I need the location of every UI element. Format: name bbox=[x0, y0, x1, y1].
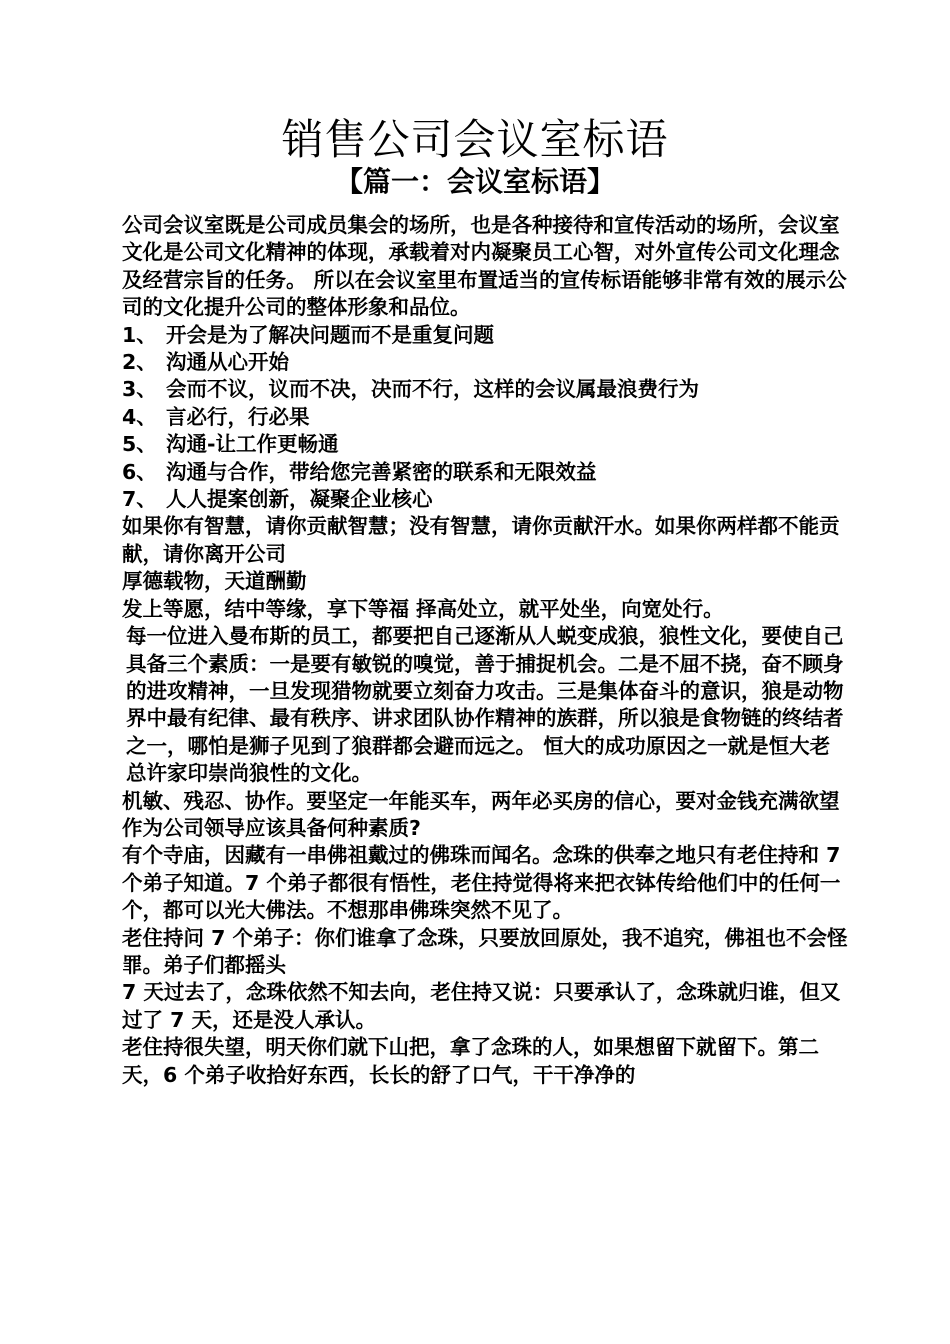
list-item-number: 5、 bbox=[122, 432, 157, 457]
paragraph-disappointed: 老住持很失望，明天你们就下山把，拿了念珠的人，如果想留下就留下。第二天，6 个弟子收拾好东西，长长的舒了口气，干干净净的 bbox=[122, 1035, 819, 1087]
paragraph-seven-days: 7 天过去了，念珠依然不知去向，老住持又说：只要承认了，念珠就归谁，但又过了 7 天，还是没人承认。 bbox=[122, 980, 841, 1032]
list-item-text: 会而不议，议而不决，决而不行，这样的会议属最浪费行为 bbox=[166, 377, 699, 402]
list-item-text: 开会是为了解决问题而不是重复问题 bbox=[166, 322, 494, 347]
list-item bbox=[116, 404, 850, 431]
list-item bbox=[116, 322, 850, 349]
paragraph-agility: 机敏、残忍、协作。要坚定一年能买车，两年必买房的信心，要对金钱充满欲望 bbox=[122, 788, 840, 813]
paragraph-wisdom: 如果你有智慧，请你贡献智慧；没有智慧，请你贡献汗水。如果你两样都不能贡献，请你离开公司 bbox=[122, 514, 840, 566]
list-item-text: 沟通-让工作更畅通 bbox=[166, 432, 339, 457]
list-item bbox=[116, 486, 850, 513]
list-item-text: 人人提案创新，凝聚企业核心 bbox=[166, 487, 433, 512]
list-item bbox=[116, 431, 850, 458]
paragraph-abbot-asks: 老住持问 7 个弟子：你们谁拿了念珠，只要放回原处，我不追究，佛祖也不会怪罪。弟子们都摇头 bbox=[122, 925, 848, 977]
list-item bbox=[116, 459, 850, 486]
list-item-text: 沟通从心开始 bbox=[166, 350, 289, 375]
list-item-text: 沟通与合作，带给您完善紧密的联系和无限效益 bbox=[166, 459, 597, 484]
list-item bbox=[116, 349, 850, 376]
paragraph-temple-story: 有个寺庙，因藏有一串佛祖戴过的佛珠而闻名。念珠的供奉之地只有老住持和 7 个弟子知道。7 个弟子都很有悟性，老住持觉得将来把衣钵传给他们中的任何一个，都可以光大佛法。不想那串佛珠突然不见了。 bbox=[122, 843, 841, 923]
paragraph-leader-question: 作为公司领导应该具备何种素质? bbox=[122, 815, 421, 840]
list-item-number: 2、 bbox=[122, 350, 157, 375]
list-item bbox=[116, 376, 850, 403]
list-item-text: 言必行，行必果 bbox=[166, 404, 310, 429]
paragraph-motto: 厚德载物，天道酬勤 bbox=[122, 569, 307, 594]
intro-paragraph: 公司会议室既是公司成员集会的场所，也是各种接待和宣传活动的场所，会议室文化是公司文化精神的体现，承载着对内凝聚员工心智，对外宣传公司文化理念及经营宗旨的任务。 所以在会议室里布置适当的宣传标语能够非常有效的展示公司的文化提升公司的整体形象和品位。 bbox=[122, 213, 847, 320]
list-item-number: 4、 bbox=[122, 404, 157, 429]
document-body bbox=[116, 212, 850, 1089]
document-title: 销售公司会议室标语 bbox=[281, 115, 669, 164]
paragraph-wolf-culture: 每一位进入曼布斯的员工，都要把自己逐渐从人蜕变成狼，狼性文化，要使自己具备三个素质：一是要有敏锐的嗅觉，善于捕捉机会。二是不屈不挠，奋不顾身的进攻精神，一旦发现猎物就要立刻奋力攻击。三是集体奋斗的意识，狼是动物界中最有纪律、最有秩序、讲求团队协作精神的族群，所以狼是食物链的终结者之一，哪怕是狮子见到了狼群都会避而远之。 恒大的成功原因之一就是恒大老总许家印崇尚狼性的文化。 bbox=[126, 624, 844, 786]
paragraph-vows: 发上等愿，结中等缘，享下等福 择高处立，就平处坐，向宽处行。 bbox=[122, 596, 724, 621]
list-item-number: 6、 bbox=[122, 459, 157, 484]
document-subtitle: 【篇一：会议室标语】 bbox=[334, 165, 615, 198]
list-item-number: 3、 bbox=[122, 377, 157, 402]
list-item-number: 1、 bbox=[122, 322, 157, 347]
slogan-list bbox=[116, 322, 850, 514]
list-item-number: 7、 bbox=[122, 487, 157, 512]
